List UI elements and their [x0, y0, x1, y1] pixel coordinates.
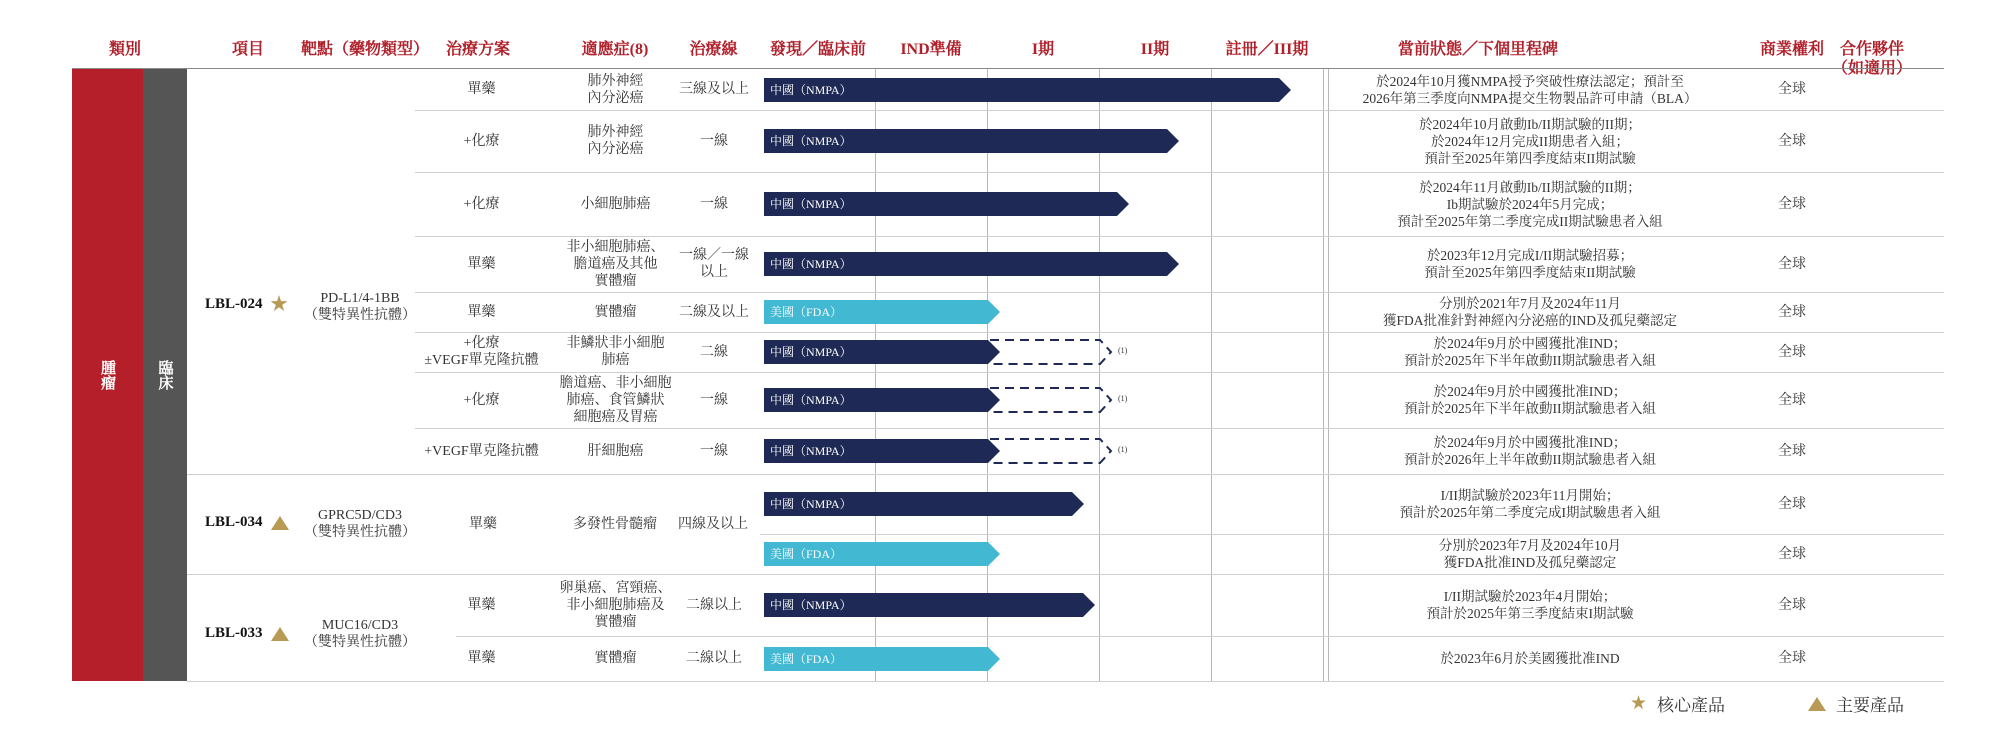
line-cell: 一線／一線 以上: [679, 248, 749, 280]
header-regimen: 治療方案: [445, 41, 510, 58]
region-label: 中國（NMPA）: [770, 345, 852, 359]
header-discovery: 發現／臨床前: [769, 41, 866, 58]
lbl034-indication: 多發性骨髓瘤: [573, 516, 657, 532]
dashed-arrow-shape: [990, 340, 1111, 364]
target-type: （雙特異性抗體）: [304, 635, 416, 650]
indication-cell: 肝細胞癌: [587, 443, 644, 459]
footnote-marker: (1): [1118, 445, 1128, 454]
category-clinical-label: 臨床: [156, 360, 173, 390]
dashed-arrow-shape: [990, 439, 1111, 463]
target-name: MUC16/CD3: [321, 618, 399, 633]
footnote-marker: (1): [1118, 346, 1128, 355]
header-category: 類別: [108, 41, 141, 58]
progress-bar: [764, 192, 1117, 216]
header-phase3: 註冊／III期: [1225, 41, 1309, 58]
dashed-arrow: [990, 339, 1114, 365]
target-name: PD-L1/4-1BB: [320, 291, 400, 306]
table-row: [0, 474, 2010, 534]
lbl034-line: 四線及以上: [678, 516, 748, 532]
header-phase1: I期: [1031, 41, 1055, 58]
header-partner-line2: （如適用）: [1832, 60, 1913, 77]
status-cell: I/II期試驗於2023年11月開始； 預計於2025年第二季度完成I期試驗患者入組: [1399, 488, 1661, 520]
line-cell: 一線: [700, 196, 728, 212]
header-indication: 適應症(8): [581, 41, 649, 58]
region-label: 中國（NMPA）: [770, 197, 852, 211]
rights-cell: 全球: [1778, 82, 1806, 97]
progress-bar: [764, 388, 988, 412]
target-name: GPRC5D/CD3: [317, 508, 403, 523]
line-cell: 三線及以上: [679, 82, 749, 97]
header-ind: IND準備: [900, 41, 962, 58]
table-row: [0, 574, 2010, 636]
line-cell: 二線以上: [686, 651, 742, 666]
region-label: 中國（NMPA）: [770, 257, 852, 271]
region-label: 美國（FDA）: [770, 305, 843, 319]
line-cell: 一線: [700, 133, 728, 149]
table-row: [0, 172, 2010, 236]
rights-cell: 全球: [1778, 546, 1806, 562]
rights-cell: 全球: [1778, 133, 1806, 149]
status-cell: 於2024年9月於中國獲批准IND； 預計於2025年下半年啟動II期試驗患者入組: [1404, 336, 1656, 368]
legend-key: [1808, 691, 1904, 716]
header-project: 項目: [231, 41, 264, 58]
region-label: 美國（FDA）: [770, 547, 843, 561]
status-cell: 於2023年12月完成I/II期試驗招募； 預計至2025年第四季度結束II期試驗: [1424, 248, 1636, 280]
indication-cell: 實體瘤: [594, 651, 637, 666]
status-cell: 於2024年10月獲NMPA授予突破性療法認定；預計至 2026年第三季度向NMPA提交生物製品許可申請（BLA）: [1362, 73, 1698, 106]
table-row: [0, 236, 2010, 292]
table-row: [0, 110, 2010, 172]
indication-cell: 非小細胞肺癌、 膽道癌及其他 實體瘤: [566, 239, 665, 289]
table-row: [0, 69, 2010, 110]
lbl034-regimen: 單藥: [469, 516, 497, 532]
legend-key-label: 主要產品: [1836, 696, 1904, 715]
target-type: （雙特異性抗體）: [304, 525, 416, 540]
regimen-cell: 單藥: [467, 651, 496, 666]
progress-bar: [764, 340, 988, 364]
status-cell: 於2024年11月啟動Ib/II期試驗的II期； Ib期試驗於2024年5月完成； 預計至2025年第二季度完成II期試驗患者入組: [1397, 179, 1663, 229]
status-cell: I/II期試驗於2023年4月開始； 預計於2025年第三季度結束I期試驗: [1426, 589, 1634, 621]
line-cell: 二線及以上: [679, 304, 749, 320]
region-label: 中國（NMPA）: [770, 497, 852, 511]
product-name: LBL-024: [205, 296, 263, 312]
row-divider: [187, 681, 1944, 682]
status-cell: 分別於2021年7月及2024年11月 獲FDA批准針對神經內分泌癌的IND及孤兒藥認定: [1382, 296, 1677, 328]
rights-cell: 全球: [1778, 392, 1806, 408]
status-cell: 於2024年10月啟動Ib/II期試驗的II期； 於2024年12月完成II期患者入組； 預計至2025年第四季度結束II期試驗: [1419, 116, 1641, 166]
indication-cell: 肺外神經 內分泌癌: [587, 125, 644, 157]
status-cell: 於2024年9月於中國獲批准IND； 預計於2025年下半年啟動II期試驗患者入組: [1404, 384, 1656, 416]
rights-cell: 全球: [1778, 496, 1806, 512]
rights-cell: 全球: [1778, 597, 1806, 613]
star-icon: ★: [1630, 693, 1648, 714]
indication-cell: 小細胞肺癌: [580, 196, 651, 212]
dashed-arrow: [990, 387, 1114, 413]
regimen-cell: 單藥: [467, 597, 496, 613]
table-row: [0, 534, 2010, 574]
regimen-cell: 單藥: [467, 82, 496, 97]
footnote-marker: (1): [1118, 394, 1128, 403]
dashed-arrow: [990, 438, 1114, 464]
regimen-cell: 單藥: [467, 256, 496, 272]
table-row: [0, 372, 2010, 428]
indication-cell: 實體瘤: [594, 304, 637, 320]
indication-cell: 卵巢癌、宮頸癌、 非小細胞肺癌及 實體瘤: [559, 580, 672, 630]
product-name: LBL-034: [205, 514, 263, 530]
progress-bar: [764, 492, 1072, 516]
table-row: [0, 428, 2010, 474]
rights-cell: 全球: [1778, 443, 1806, 459]
region-label: 中國（NMPA）: [770, 444, 852, 458]
progress-bar: [764, 593, 1083, 617]
progress-bar: [764, 129, 1167, 153]
rights-cell: 全球: [1778, 196, 1806, 212]
progress-bar: [764, 647, 988, 671]
regimen-cell: +化療: [463, 133, 500, 149]
star-icon: ★: [270, 294, 288, 315]
target-type: （雙特異性抗體）: [304, 308, 416, 323]
regimen-cell: +化療: [463, 196, 500, 212]
region-label: 中國（NMPA）: [770, 134, 852, 148]
product-name: LBL-033: [205, 625, 263, 641]
indication-cell: 膽道癌、非小細胞 肺癌、食管鱗狀 細胞癌及胃癌: [559, 375, 672, 425]
region-label: 中國（NMPA）: [770, 598, 852, 612]
header-target: 靶點（藥物類型）: [300, 41, 429, 58]
header-partner-line1: 合作夥伴: [1839, 41, 1904, 58]
category-tumor-label: 腫瘤: [99, 360, 115, 390]
table-row: [0, 636, 2010, 681]
regimen-cell: +化療 ±VEGF單克隆抗體: [424, 336, 539, 368]
region-label: 美國（FDA）: [770, 652, 843, 666]
line-cell: 二線以上: [686, 597, 742, 613]
triangle-icon: [1808, 697, 1826, 711]
progress-bar: [764, 252, 1167, 276]
line-cell: 二線: [700, 344, 728, 360]
status-cell: 於2024年9月於中國獲批准IND； 預計於2026年上半年啟動II期試驗患者入組: [1404, 435, 1656, 467]
header-rights: 商業權利: [1759, 41, 1824, 58]
rights-cell: 全球: [1778, 304, 1806, 320]
legend-core: [1630, 691, 1725, 716]
regimen-cell: +VEGF單克隆抗體: [424, 443, 539, 459]
rights-cell: 全球: [1778, 344, 1806, 360]
legend-core-label: 核心產品: [1657, 696, 1726, 715]
line-cell: 一線: [700, 443, 728, 459]
progress-bar: [764, 542, 988, 566]
header-line: 治療線: [689, 41, 738, 58]
table-row: [0, 332, 2010, 372]
progress-bar: [764, 300, 988, 324]
regimen-cell: 單藥: [467, 304, 496, 320]
regimen-cell: +化療: [463, 392, 500, 408]
rights-cell: 全球: [1778, 256, 1806, 272]
progress-bar: [764, 78, 1279, 102]
indication-cell: 肺外神經 內分泌癌: [587, 73, 644, 106]
rights-cell: 全球: [1778, 651, 1806, 666]
region-label: 中國（NMPA）: [770, 83, 852, 97]
progress-bar: [764, 439, 988, 463]
table-row: [0, 292, 2010, 332]
status-cell: 於2023年6月於美國獲批准IND: [1440, 651, 1620, 666]
header-phase2: II期: [1140, 41, 1170, 58]
dashed-arrow-shape: [990, 388, 1111, 412]
line-cell: 一線: [700, 392, 728, 408]
status-cell: 分別於2023年7月及2024年10月 獲FDA批准IND及孤兒藥認定: [1438, 538, 1622, 570]
region-label: 中國（NMPA）: [770, 393, 852, 407]
header-status: 當前狀態／下個里程碑: [1397, 41, 1558, 58]
indication-cell: 非鱗狀非小細胞 肺癌: [566, 336, 665, 368]
